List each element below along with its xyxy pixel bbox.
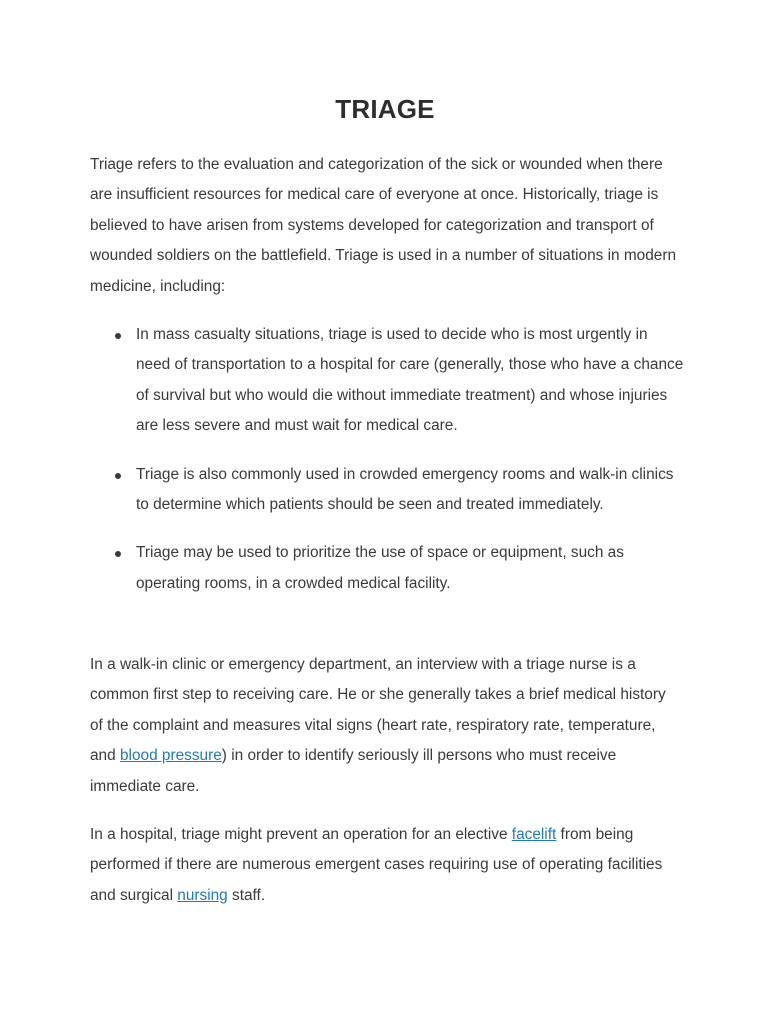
- intro-paragraph: Triage refers to the evaluation and categorization of the sick or wounded when there are insufficient resources for medical care of everyone at once. Historically, triage is believed to have arisen from systems developed for categorization and transport of wounded soldiers on the battlefield. Triage is used in a number of situations in modern medicine, including:: [90, 156, 677, 295]
- facelift-link[interactable]: facelift: [511, 826, 557, 843]
- clinic-paragraph-text-start: In a walk-in clinic or emergency department, an interview with a triage nurse is a common first step to receiving care. He or she generally takes a brief medical history of the complaint and measures vital signs (heart rate, respiratory rate, temperature, and: [90, 656, 666, 765]
- bullet-icon: [115, 551, 121, 557]
- hospital-paragraph-text-start: In a hospital, triage might prevent an operation for an elective: [90, 826, 512, 843]
- list-item-text: Triage is also commonly used in crowded emergency rooms and walk-in clinics to determine which patients should be seen and treated immediately.: [136, 465, 674, 514]
- nursing-link[interactable]: nursing: [177, 886, 228, 904]
- bullet-icon: [115, 333, 121, 339]
- list-item-text: In mass casualty situations, triage is used to decide who is most urgently in need of transportation to a hospital for care (generally, those who have a chance of survival but who would die without immediate treatment) and whose injuries are less severe and must wait for medical care.: [136, 326, 684, 435]
- hospital-paragraph-text-end: staff.: [227, 886, 266, 904]
- page-title: TRIAGE: [335, 94, 435, 124]
- blood-pressure-link[interactable]: blood pressure: [119, 747, 222, 765]
- hospital-paragraph-text-middle: from being performed if there are numerous emergent cases requiring use of operating facilities and surgical: [90, 826, 663, 904]
- clinic-paragraph-text-end: ) in order to identify seriously ill persons who must receive immediate care.: [90, 747, 617, 795]
- list-item: [90, 538, 686, 599]
- hospital-paragraph: [90, 820, 680, 911]
- list-item: [90, 320, 686, 442]
- bullet-icon: [115, 473, 121, 479]
- list-item-text: Triage may be used to prioritize the use of space or equipment, such as operating rooms, in a crowded medical facility.: [136, 544, 624, 592]
- list-item: [90, 460, 686, 521]
- situations-list: [90, 320, 686, 617]
- clinic-paragraph: [90, 650, 680, 802]
